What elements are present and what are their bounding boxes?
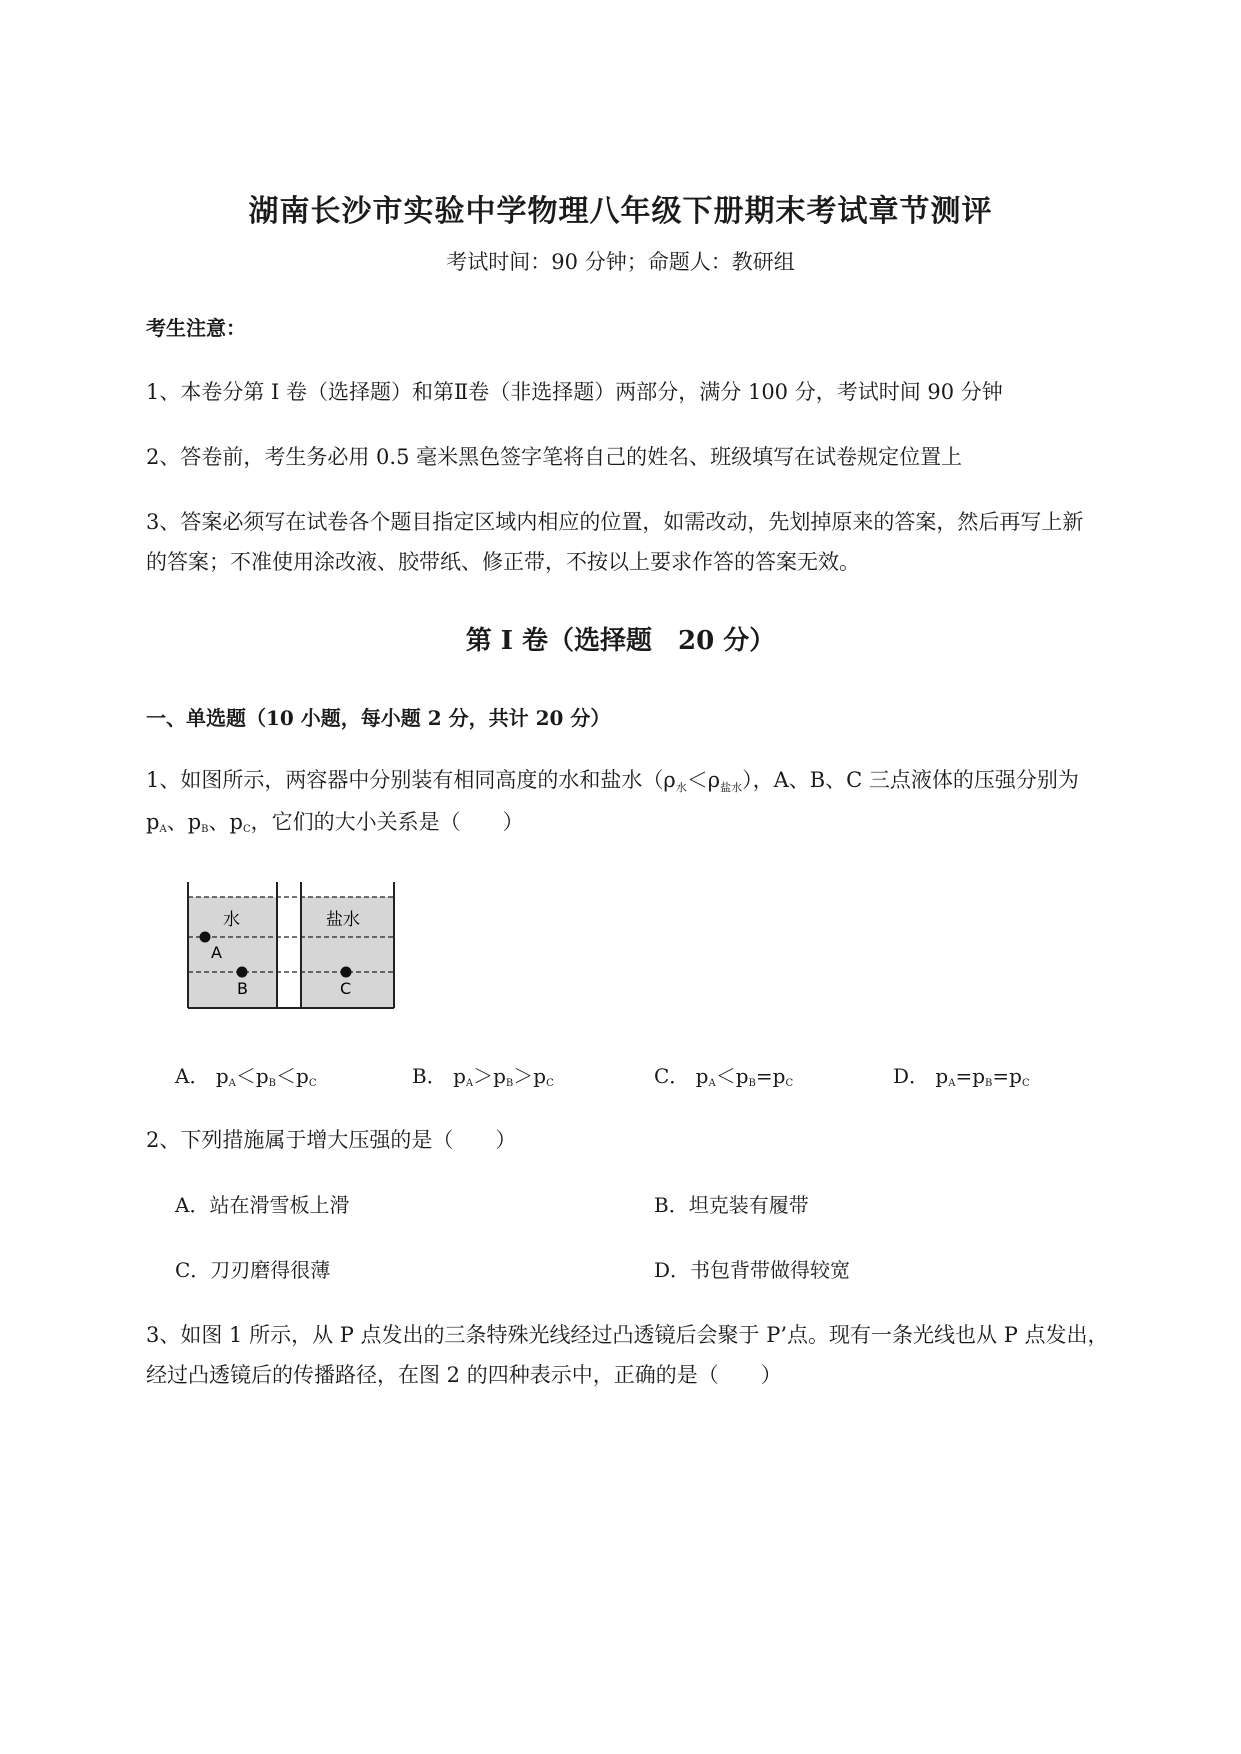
- q2-stem: 2、下列措施属于增大压强的是（ ）: [146, 1128, 517, 1152]
- subscript-salt-water: 盐水: [720, 781, 743, 794]
- notice-item-3-line-2: 的答案；不准使用涂改液、胶带纸、修正带，不按以上要求作答的答案无效。: [146, 550, 860, 574]
- q3-stem-line-2: 经过凸透镜后的传播路径，在图 2 的四种表示中，正确的是（ ）: [146, 1363, 782, 1387]
- section-title: 第 I 卷（选择题 20 分）: [465, 626, 776, 656]
- part-heading: 一、单选题（10 小题，每小题 2 分，共计 20 分）: [146, 706, 611, 730]
- notice-item-3-line-1: 3、答案必须写在试卷各个题目指定区域内相应的位置，如需改动，先划掉原来的答案，然后再写上新: [146, 510, 1084, 534]
- point-b-dot: [237, 967, 248, 978]
- subscript-water: 水: [675, 781, 687, 794]
- water-label: 水: [223, 910, 240, 930]
- point-a-label: A: [211, 943, 222, 962]
- q2-option-a[interactable]: A．站在滑雪板上滑: [175, 1193, 350, 1217]
- q1-option-c[interactable]: C． $p_A<p_B=p_C$: [654, 1064, 794, 1089]
- salt-water-label: 盐水: [326, 910, 360, 930]
- notice-item-2: 2、答卷前，考生务必用 0.5 毫米黑色签字笔将自己的姓名、班级填写在试卷规定位置上: [146, 445, 963, 469]
- q2-option-b[interactable]: B．坦克装有履带: [654, 1193, 809, 1217]
- point-b-label: B: [237, 979, 248, 998]
- q1-containers-figure: [186, 880, 400, 1012]
- q2-option-c[interactable]: C．刀刃磨得很薄: [175, 1258, 331, 1282]
- notice-item-1: 1、本卷分第 I 卷（选择题）和第Ⅱ卷（非选择题）两部分，满分 100 分，考试时间 90 分钟: [146, 380, 1003, 404]
- q1-option-b[interactable]: B． $p_A>p_B>p_C$: [412, 1064, 554, 1089]
- point-c-label: C: [340, 979, 352, 998]
- q2-option-d[interactable]: D．书包背带做得较宽: [654, 1258, 851, 1282]
- q1-option-d[interactable]: D． $p_A=p_B=p_C$: [893, 1064, 1030, 1089]
- q1-option-a[interactable]: A． $p_A<p_B<p_C$: [175, 1064, 317, 1089]
- point-a-dot: [200, 932, 211, 943]
- page-title: 湖南长沙市实验中学物理八年级下册期末考试章节测评: [248, 194, 993, 229]
- q1-stem-line-2: $p_A$、$p_B$、$p_C$，它们的大小关系是（ ）: [146, 810, 524, 835]
- point-c-dot: [341, 967, 352, 978]
- q3-stem-line-1: 3、如图 1 所示，从 P 点发出的三条特殊光线经过凸透镜后会聚于 P’点。现有一条光线也从 P 点发出，: [146, 1323, 1109, 1347]
- q1-stem-line-1: 1、如图所示，两容器中分别装有相同高度的水和盐水（ρ水＜ρ盐水），A、B、C 三点液体的压强分别为: [146, 768, 1079, 794]
- notice-heading: 考生注意：: [146, 316, 246, 340]
- exam-info: 考试时间：90 分钟；命题人：教研组: [446, 250, 795, 274]
